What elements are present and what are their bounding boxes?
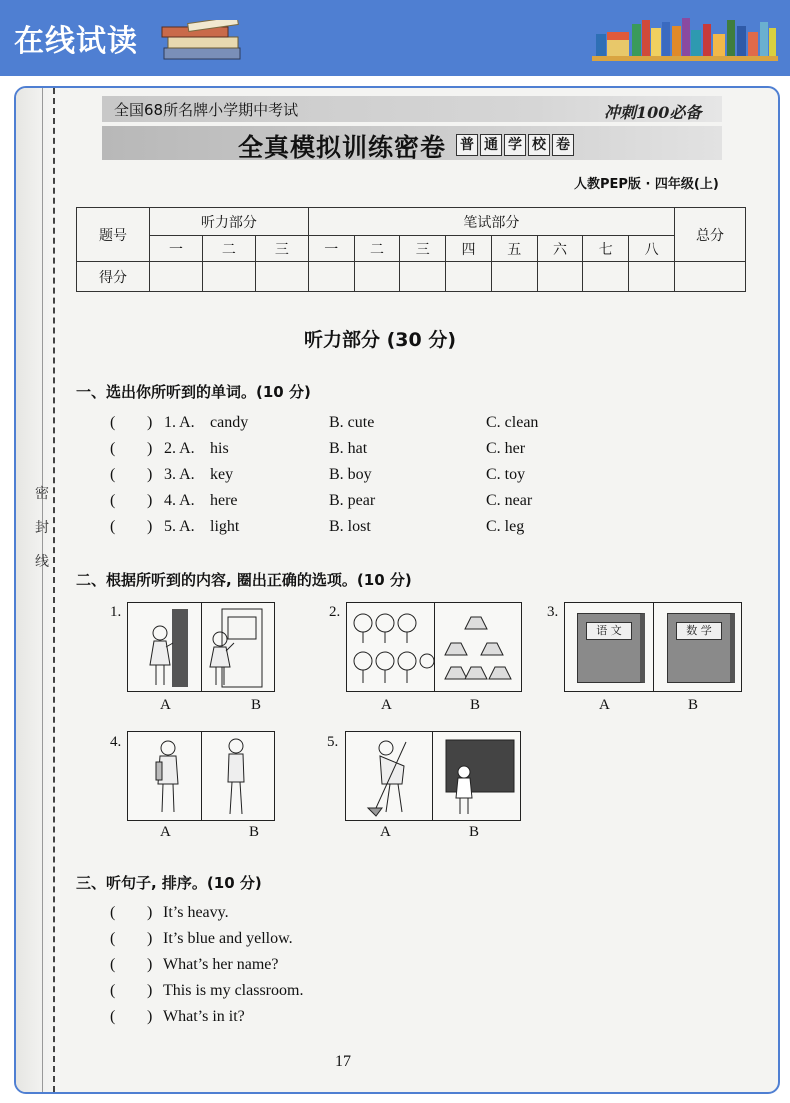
picture-item-number: 1.	[110, 604, 122, 620]
col-number: 三	[400, 236, 446, 262]
total-label: 总分	[675, 208, 746, 262]
option-b: B. cute	[329, 414, 375, 431]
col-number: 四	[446, 236, 492, 262]
answer-bracket-close: )	[147, 930, 153, 947]
option-b: B. boy	[329, 466, 372, 483]
option-c: C. clean	[486, 414, 539, 431]
boy-figures-icon	[128, 732, 274, 820]
col-number: 六	[537, 236, 583, 262]
picture-label-b[interactable]: B	[688, 697, 699, 713]
answer-bracket-open[interactable]: (	[110, 930, 116, 947]
score-cell[interactable]	[446, 262, 492, 292]
edition-label: 人教PEP版 · 四年级(上)	[574, 177, 719, 192]
answer-bracket-open[interactable]: (	[110, 1008, 116, 1025]
score-cell[interactable]	[491, 262, 537, 292]
col-number: 五	[491, 236, 537, 262]
picture-label-b[interactable]: B	[469, 824, 480, 840]
q2-heading: 二、根据所听到的内容, 圈出正确的选项。(10 分)	[76, 571, 412, 589]
fan-and-light-icon	[347, 603, 521, 691]
picture-choice-5	[345, 731, 521, 821]
picture-label-b[interactable]: B	[470, 697, 481, 713]
picture-choice-2	[346, 602, 522, 692]
answer-bracket-open[interactable]: (	[110, 904, 116, 921]
listening-part-header: 听力部分	[150, 208, 309, 236]
school-line-text: 全国68所名牌小学期中考试	[114, 101, 299, 119]
sentence-text: This is my classroom.	[163, 982, 304, 999]
picture-label-a[interactable]: A	[599, 697, 610, 713]
answer-bracket-open[interactable]: (	[110, 518, 116, 535]
seal-char-xian: 线	[35, 554, 49, 570]
answer-bracket-open[interactable]: (	[110, 466, 116, 483]
answer-bracket-close: )	[147, 518, 153, 535]
option-a: his	[210, 440, 229, 457]
book-label: 语 文	[586, 622, 632, 640]
seal-char-feng: 封	[35, 520, 49, 536]
tag-char: 卷	[552, 134, 574, 156]
score-cell[interactable]	[537, 262, 583, 292]
cut-line	[53, 88, 55, 1092]
col-number: 三	[255, 236, 308, 262]
sprint-note: 冲刺100必备	[604, 103, 702, 122]
picture-label-a[interactable]: A	[381, 697, 392, 713]
header-banner	[0, 0, 790, 76]
q3-heading: 三、听句子, 排序。(10 分)	[76, 874, 262, 892]
binding-edge	[42, 88, 43, 1092]
option-c: C. near	[486, 492, 533, 509]
tag-char: 通	[480, 134, 502, 156]
tag-char: 学	[504, 134, 526, 156]
answer-bracket-open[interactable]: (	[110, 492, 116, 509]
picture-item-number: 5.	[327, 734, 339, 750]
sentence-text: What’s her name?	[163, 956, 279, 973]
question-number: 3. A.	[164, 466, 195, 483]
page-number: 17	[335, 1053, 351, 1070]
question-number: 4. A.	[164, 492, 195, 509]
picture-label-b[interactable]: B	[249, 824, 260, 840]
writing-part-header: 笔试部分	[308, 208, 674, 236]
score-table	[76, 207, 746, 292]
picture-label-a[interactable]: A	[380, 824, 391, 840]
option-b: B. pear	[329, 492, 376, 509]
item-label: 题号	[77, 208, 150, 262]
picture-choice-1	[127, 602, 275, 692]
binding-strip	[16, 88, 60, 1092]
score-cell[interactable]	[255, 262, 308, 292]
school-tag	[456, 134, 574, 156]
answer-bracket-close: )	[147, 956, 153, 973]
answer-bracket-close: )	[147, 492, 153, 509]
option-c: C. toy	[486, 466, 526, 483]
col-number: 一	[150, 236, 203, 262]
score-cell[interactable]	[354, 262, 400, 292]
math-book-icon	[667, 613, 735, 683]
option-b: B. hat	[329, 440, 368, 457]
score-cell[interactable]	[150, 262, 203, 292]
picture-label-a[interactable]: A	[160, 697, 171, 713]
question-number: 2. A.	[164, 440, 195, 457]
book-stack-icon	[158, 20, 248, 62]
option-a: light	[210, 518, 240, 535]
tag-char: 校	[528, 134, 550, 156]
score-cell[interactable]	[400, 262, 446, 292]
sweeping-and-board-icon	[346, 732, 520, 820]
col-number: 二	[202, 236, 255, 262]
bookshelf-icon	[592, 14, 778, 62]
score-cell[interactable]	[629, 262, 675, 292]
option-a: key	[210, 466, 234, 483]
answer-bracket-close: )	[147, 440, 153, 457]
q1-heading: 一、选出你所听到的单词。(10 分)	[76, 383, 311, 401]
seal-char-mi: 密	[35, 486, 49, 502]
exam-title: 全真模拟训练密卷	[238, 133, 447, 162]
option-b: B. lost	[329, 518, 371, 535]
sentence-text: It’s heavy.	[163, 904, 229, 921]
picture-item-number: 4.	[110, 734, 122, 750]
picture-choice-4	[127, 731, 275, 821]
answer-bracket-open[interactable]: (	[110, 440, 116, 457]
sentence-text: What’s in it?	[163, 1008, 245, 1025]
score-cell[interactable]	[308, 262, 354, 292]
answer-bracket-close: )	[147, 466, 153, 483]
question-number: 5. A.	[164, 518, 195, 535]
col-number: 二	[354, 236, 400, 262]
option-a: candy	[210, 414, 249, 431]
option-c: C. leg	[486, 518, 525, 535]
tag-char: 普	[456, 134, 478, 156]
col-number: 一	[308, 236, 354, 262]
answer-bracket-close: )	[147, 982, 153, 999]
option-a: here	[210, 492, 238, 509]
answer-bracket-open[interactable]: (	[110, 956, 116, 973]
book-label: 数 学	[676, 622, 722, 640]
score-cell[interactable]	[583, 262, 629, 292]
picture-choice-3	[564, 602, 742, 692]
score-label: 得分	[77, 262, 150, 292]
score-cell[interactable]	[202, 262, 255, 292]
answer-bracket-close: )	[147, 414, 153, 431]
picture-label-a[interactable]: A	[160, 824, 171, 840]
banner-title: 在线试读	[14, 24, 138, 59]
total-cell[interactable]	[675, 262, 746, 292]
answer-bracket-open[interactable]: (	[110, 414, 116, 431]
option-c: C. her	[486, 440, 526, 457]
question-number: 1. A.	[164, 414, 195, 431]
col-number: 七	[583, 236, 629, 262]
answer-bracket-close: )	[147, 1008, 153, 1025]
answer-bracket-open[interactable]: (	[110, 982, 116, 999]
sentence-text: It’s blue and yellow.	[163, 930, 293, 947]
picture-label-b[interactable]: B	[251, 697, 262, 713]
door-open-icon	[128, 603, 274, 691]
picture-item-number: 2.	[329, 604, 341, 620]
picture-divider	[653, 603, 654, 691]
listening-section-title: 听力部分 (30 分)	[304, 329, 457, 351]
chinese-book-icon	[577, 613, 645, 683]
col-number: 八	[629, 236, 675, 262]
picture-item-number: 3.	[547, 604, 559, 620]
answer-bracket-close: )	[147, 904, 153, 921]
